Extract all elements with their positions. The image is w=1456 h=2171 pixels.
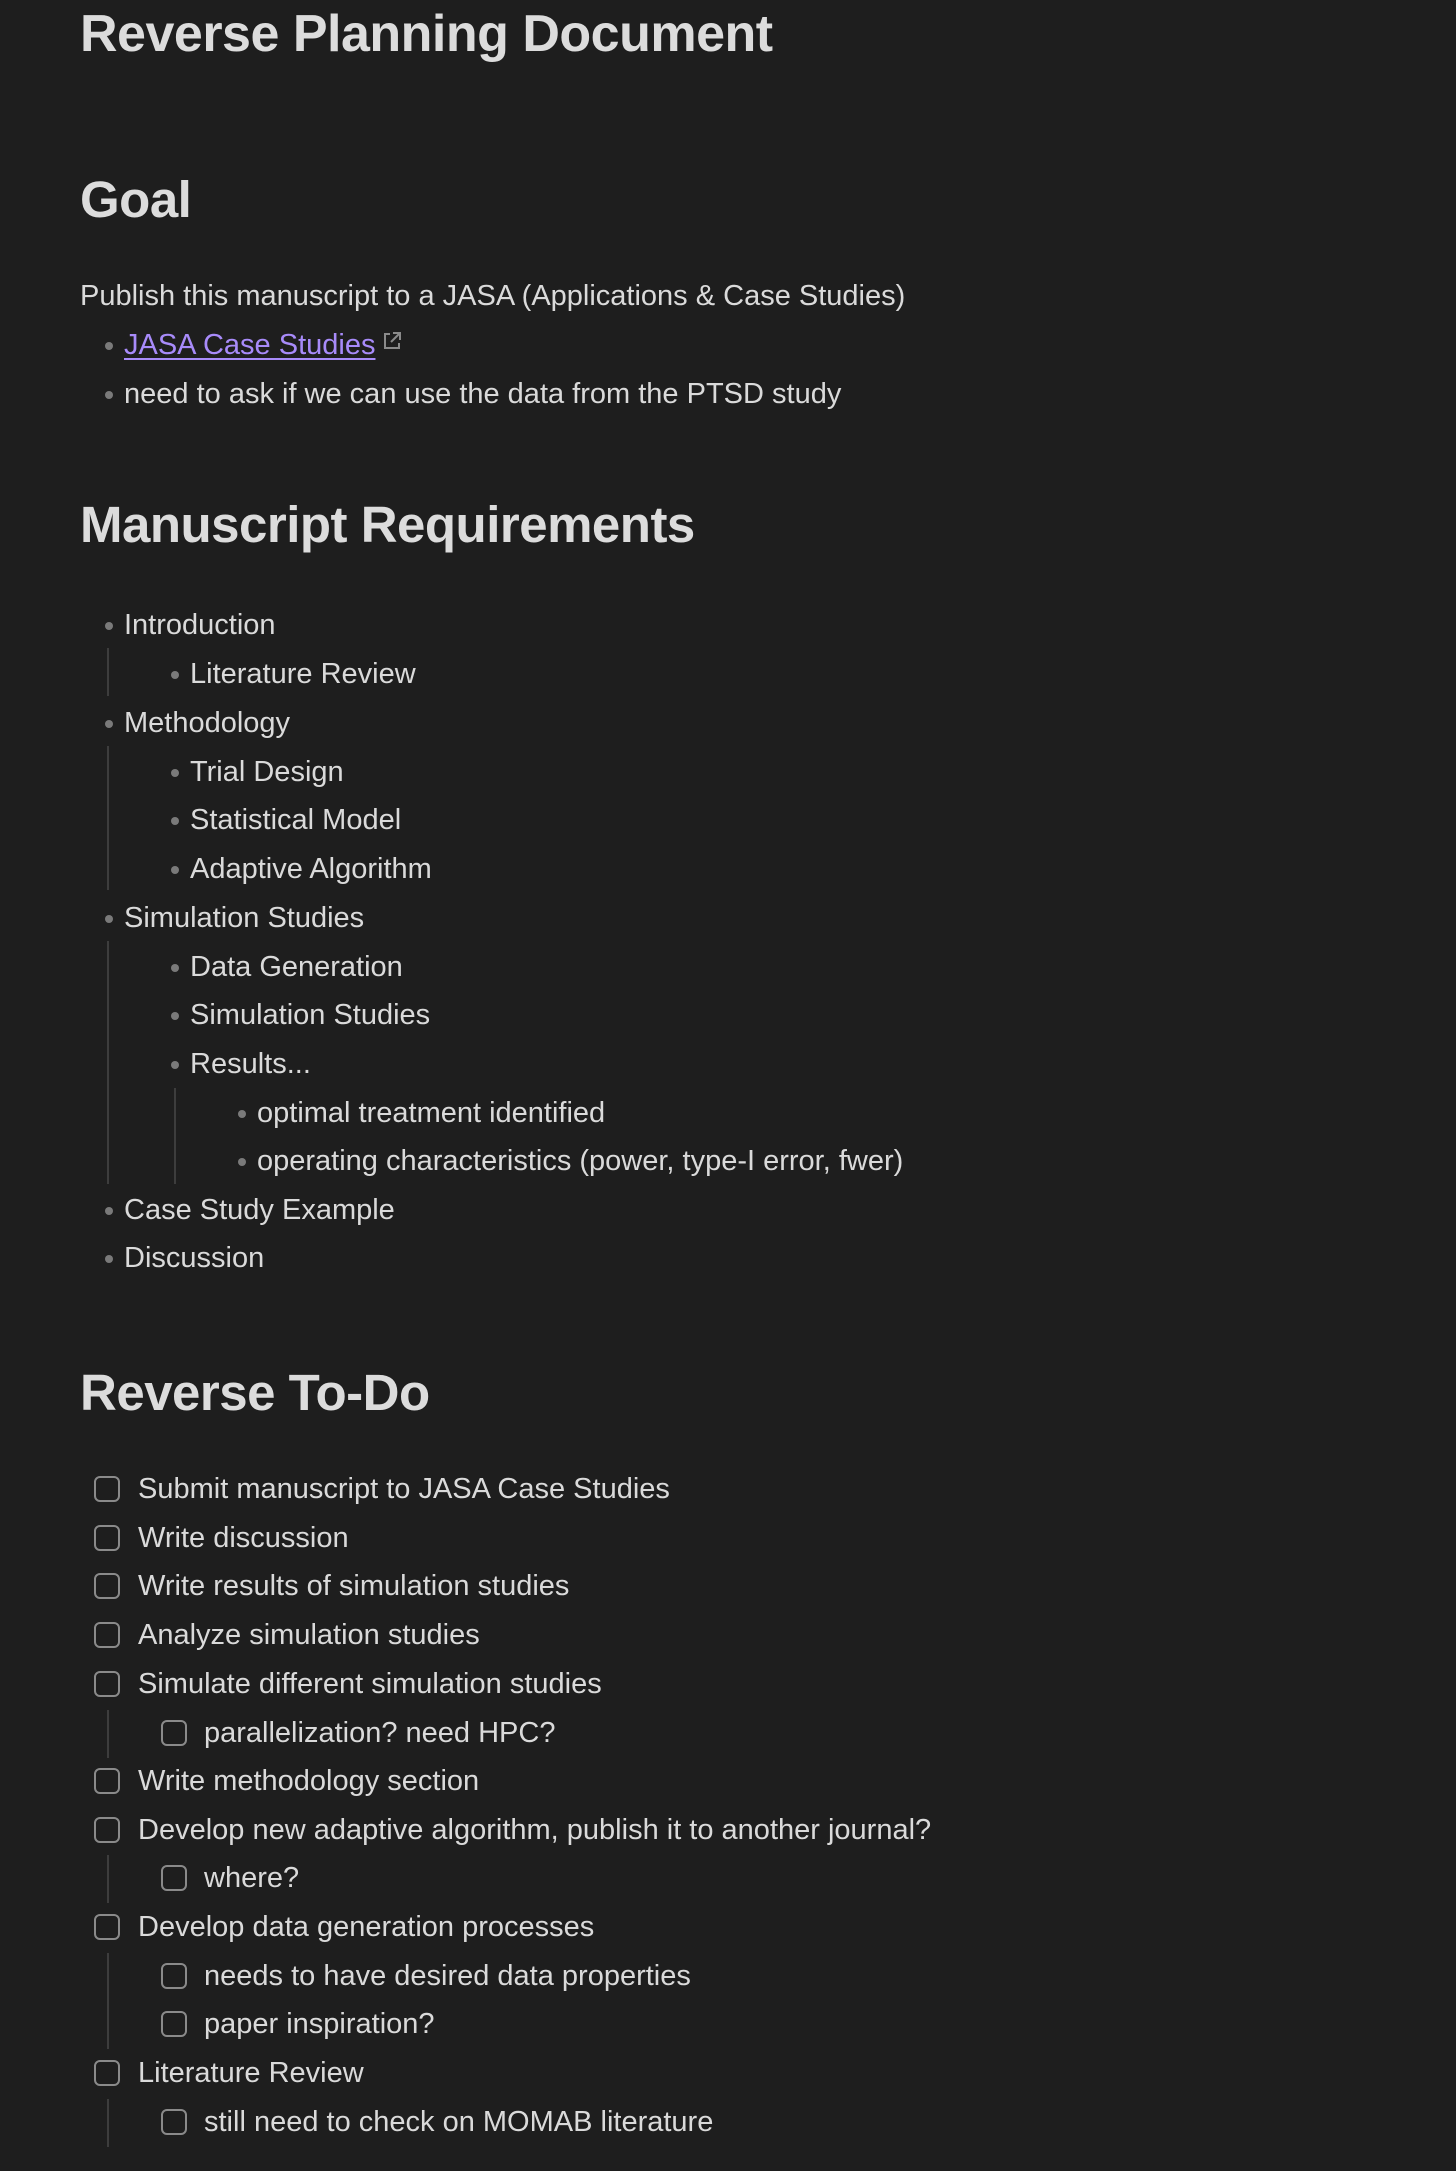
task-checkbox[interactable] [161,1720,187,1746]
task-checkbox[interactable] [94,1622,120,1648]
goal-note-text: need to ask if we can use the data from the PTSD study [124,378,842,410]
todo-heading: Reverse To-Do [80,1364,430,1421]
task-checkbox[interactable] [94,1817,120,1843]
bullet-icon [171,1012,179,1020]
goal-link-item [80,321,680,369]
bullet-icon [238,1158,246,1166]
bullet-icon [171,866,179,874]
bullet-icon [238,1110,246,1118]
task-checkbox[interactable] [94,1476,120,1502]
indent-guide [174,1088,176,1184]
goal-note-item [80,370,1080,418]
task-checkbox[interactable] [161,2109,187,2135]
indent-guide [107,1710,109,1758]
external-link-icon[interactable] [381,319,403,367]
bullet-icon [105,622,113,630]
bullet-icon [171,817,179,825]
task-checkbox[interactable] [94,1671,120,1697]
requirements-heading: Manuscript Requirements [80,496,695,553]
task-checkbox[interactable] [161,1963,187,1989]
indent-guide [107,1953,109,2049]
task-checkbox[interactable] [94,1573,120,1599]
bullet-icon [105,915,113,923]
task-checkbox[interactable] [94,1525,120,1551]
jasa-case-studies-link[interactable]: JASA Case Studies [124,329,376,361]
bullet-icon [105,1255,113,1263]
bullet-icon [105,1207,113,1215]
bullet-icon [171,964,179,972]
bullet-icon [171,769,179,777]
indent-guide [107,941,109,1184]
bullet-icon [105,720,113,728]
indent-guide [107,648,109,696]
task-checkbox[interactable] [94,1768,120,1794]
task-checkbox[interactable] [94,1914,120,1940]
goal-heading: Goal [80,171,192,228]
task-checkbox[interactable] [161,1865,187,1891]
goal-paragraph: Publish this manuscript to a JASA (Applications & Case Studies) [80,280,906,312]
bullet-icon [105,391,113,399]
bullet-icon [105,342,113,350]
indent-guide [107,2099,109,2147]
indent-guide [107,746,109,890]
indent-guide [107,1855,109,1903]
task-checkbox[interactable] [94,2060,120,2086]
bullet-icon [171,1061,179,1069]
bullet-icon [171,671,179,679]
task-checkbox[interactable] [161,2011,187,2037]
page-title: Reverse Planning Document [80,5,773,63]
